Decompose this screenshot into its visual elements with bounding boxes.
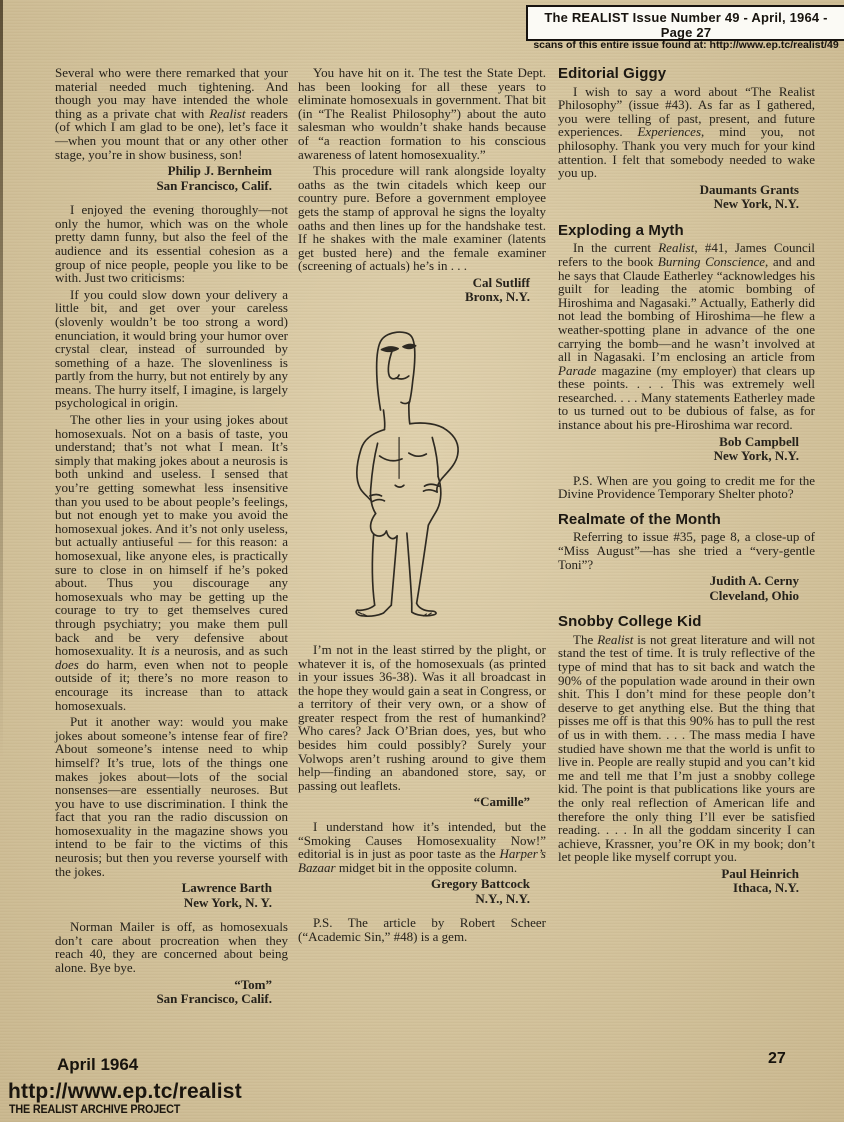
signature-line: Bob Campbell: [719, 433, 799, 449]
archive-header-box: [526, 5, 844, 51]
page-edge-shadow: [0, 0, 3, 760]
letter-signature: [298, 877, 546, 906]
letter-paragraph: Referring to issue #35, page 8, a close-up of “Miss August”—has she tried a “very-gentle Toni”?: [558, 529, 815, 572]
signature-line: Bronx, N.Y.: [464, 289, 530, 305]
letter-paragraph: Put it another way: would you make jokes about someone’s intense fear of fire? About someone’s intense need to whip himself? It’s true, lots of the things one makes jokes about—lots of the social nonsenses—are essentially neuroses. But you have to use discrimination. I think the fact that you ran the radio discussion on homosexuality in the magazine shows you intend to be fair to the victims of this neurosis; but then you reverse yourself with the jokes.: [55, 714, 288, 879]
letter-paragraph: I’m not in the least stirred by the plight, or whatever it is, of the homosexuals (as printed in your issues 36-38). Was it all broadcast in the hope they would gain a seat in Congress, or a territory of their very own, or a show of greater respect from the rest of humankind? Who cares? Jack O’Brian does, yes, but who besides him could possibly? Surely your Volwops aren’t rushing around to give them help—finding an abandoned store, say, or passing out leaflets.: [298, 641, 546, 793]
signature-line: Daumants Grants: [699, 181, 799, 197]
letter-signature: [55, 978, 288, 1007]
letter-paragraph: Norman Mailer is off, as homosexuals don’t care about procreation when they reach 40, they are concerned about being alone. Bye bye.: [55, 919, 288, 976]
signature-line: Cleveland, Ohio: [709, 587, 799, 603]
text-column-left: [55, 66, 288, 1017]
letter-signature: [298, 795, 546, 810]
letter-paragraph: If you could slow down your delivery a little bit, and get over your careless (slovenly wouldn’t be too strong a word) enunciation, it would bring your humor over crystal clear, instead of surrounded by something of a haze. The slovenliness is partly from the hurry, but not entirely by any means. The hurry itself, I imagine, is largely psychological in origin.: [55, 286, 288, 411]
letter-paragraph: The Realist is not great literature and will not stand the test of time. It is truly reflective of the type of mind that has to sit back and watch the 90% of the population wade around in their own shit. This I don’t mind for these people don’t deserve to get anything else. But the thing that pisses me off is that this 90% has to pull the rest of us in with them. . . . The mass media I have studied have shown me that the world is unfit to live in. People are really stupid and you can’t kid me and tell me that I’m just a snobby college kid. The point is that publications like yours are the only real reflection of American life and therefore the only thing I’ll ever be satisfied reading. . . . In all the goddam sincerity I can achieve, Krassner, you’re OK in my book; don’t let people like myself corrupt you.: [558, 631, 815, 865]
signature-line: Philip J. Bernheim: [167, 163, 272, 179]
signature-line: “Camille”: [473, 794, 530, 810]
signature-line: Lawrence Barth: [181, 880, 272, 896]
letter-paragraph: P.S. When are you going to credit me for the Divine Providence Temporary Shelter photo?: [558, 472, 815, 502]
footer-page-number: 27: [768, 1050, 786, 1067]
section-heading: Realmate of the Month: [558, 510, 721, 528]
section-heading: Editorial Giggy: [558, 65, 667, 82]
signature-line: San Francisco, Calif.: [156, 177, 272, 193]
signature-line: San Francisco, Calif.: [156, 991, 272, 1007]
signature-line: Cal Sutliff: [472, 274, 530, 290]
letter-paragraph: This procedure will rank alongside loyalty oaths as the twin citadels which keep our country pure. Before a government employee gets the stamp of approval he signs the loyalty oaths and then lines up for the handshake test. If he shakes with the male examiner (latents get busted here) and the female examiner (screening of actuals) he’s in . . .: [298, 163, 546, 274]
signature-line: “Tom”: [234, 976, 272, 992]
footer-archive-url: http://www.ep.tc/realist: [8, 1080, 242, 1103]
header-issue-title: The REALIST Issue Number 49 - April, 1964 - Page 27: [544, 10, 828, 40]
letter-paragraph: The other lies in your using jokes about homosexuals. Not on a basis of taste, you understand; that’s not what I mean. It’s simply that making jokes about a neurosis is both unkind and useless. I sensed that you’re getting somewhat less insensitive than you used to be about people’s feelings, but not enough yet to make you avoid the homosexual jokes. And it’s not only useless, but actually antiuseful — for this reason: a homosexual, like anyone eles, is practically sure to close in on himself if he’s poked about. Thus you discourage any homosexuals who may be getting up the courage to try to get themselves cured through psychiatry; you make them pull back and be very defensive about homosexuality. It is a neurosis, and as such does do harm, even when not to people outside of it; there’s no more reason to encourage its increase than to attack homosexuals.: [55, 412, 288, 713]
text-column-middle: [298, 66, 546, 947]
letter-paragraph: I understand how it’s intended, but the “Smoking Causes Homosexuality Now!” editorial is in just as poor taste as the Harper’s Bazaar midget bit in the opposite column.: [298, 818, 546, 875]
letter-paragraph: P.S. The article by Robert Scheer (“Academic Sin,” #48) is a gem.: [298, 915, 546, 944]
letter-signature: [558, 867, 815, 896]
letter-paragraph: I enjoyed the evening thoroughly—not only the humor, which was on the whole pretty damn funny, but also the feel of the audience and its essential cohesion as a group of nice people, people you like to be with. Just two criticisms:: [55, 202, 288, 286]
signature-line: New York, N.Y.: [713, 196, 799, 212]
letter-signature: [558, 435, 815, 464]
letter-paragraph: Several who were there remarked that your material needed much tightening. And though you may have intended the whole thing as a private chat with Realist readers (of which I am glad to be one), let’s face it—when you mount that or any other other stage, you’re in show business, son!: [55, 65, 288, 162]
letter-signature: [55, 881, 288, 910]
section-heading: Exploding a Myth: [558, 221, 684, 239]
letter-paragraph: I wish to say a word about “The Realist Philosophy” (issue #43). As far as I gathered, you were telling of past, present, and future experiences. Experiences, mind you, not philosophy. Thank you very much for your kind attention. I felt that somebody needed to wake you up.: [558, 83, 815, 181]
signature-line: Ithaca, N.Y.: [733, 880, 799, 896]
signature-line: New York, N.Y.: [713, 448, 799, 464]
nude-figure-cartoon: [322, 315, 522, 633]
letter-signature: [298, 276, 546, 305]
footer-issue-date: April 1964: [57, 1055, 139, 1074]
letter-paragraph: You have hit on it. The test the State Dept. has been looking for all these years to eliminate homosexuals in government. That bit (in “The Realist Philosophy”) about the auto salesman who wouldn’t shake hands because of “a reaction formation to his conscious awareness of latent homosexuality.”: [298, 65, 546, 162]
footer-archive-name: THE REALIST ARCHIVE PROJECT: [9, 1104, 181, 1116]
header-scan-url: scans of this entire issue found at: http://www.ep.tc/realist/49: [533, 39, 839, 51]
letter-signature: [558, 574, 815, 603]
text-column-right: [558, 66, 815, 906]
section-heading: Snobby College Kid: [558, 613, 702, 631]
signature-line: Paul Heinrich: [721, 865, 799, 881]
letter-signature: [55, 164, 288, 193]
letter-signature: [558, 183, 815, 212]
signature-line: Gregory Battcock: [430, 876, 530, 892]
letter-paragraph: In the current Realist, #41, James Council refers to the book Burning Conscience, and and he says that Claude Eatherley “acknowledges his guilt for leading the atomic bombing of Hiroshima and Nagasaki.” Actually, Eatherly did not lead the bombing of Hiroshima—he flew a weather-spotting plane in advance of the one carrying the bomb—and he wasn’t involved at all in Nagasaki. I’m enclosing an article from Parade magazine (my employer) that clears up these points. . . . This was extremely well researched. . . . Many statements Eatherley made to us turned out to be dubious of false, as for instance about his pre-Hiroshima war record.: [558, 240, 815, 433]
signature-line: Judith A. Cerny: [709, 573, 799, 589]
signature-line: N.Y., N.Y.: [475, 890, 530, 906]
signature-line: New York, N. Y.: [183, 894, 272, 910]
